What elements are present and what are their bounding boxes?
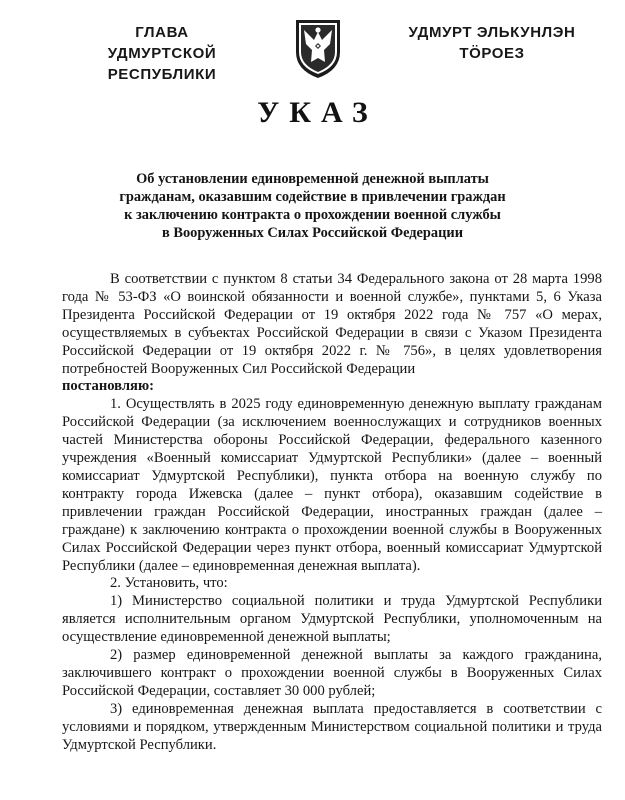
item-2-3-paragraph: 3) единовременная денежная выплата предоставляется в соответствии с условиями и порядком, утвержденным Министерством социальной политики и труда Удмуртской Республики. bbox=[62, 700, 602, 753]
letterhead-right-line2: ТÖРОЕЗ bbox=[459, 45, 525, 62]
subject-line-3: к заключению контракта о прохождении военной службы bbox=[124, 207, 501, 223]
subject-line-2: гражданам, оказавшим содействие в привлечении граждан bbox=[119, 189, 506, 205]
document-title: УКАЗ bbox=[257, 96, 378, 129]
letterhead-right-line1: УДМУРТ ЭЛЬКУНЛЭН bbox=[408, 24, 576, 41]
item-2-1-paragraph: 1) Министерство социальной политики и труда Удмуртской Республики является исполнительным органом Удмуртской Республики, уполномоченным на осуществление единовременной денежной выплаты; bbox=[62, 593, 602, 646]
subject-line-4: в Вооруженных Силах Российской Федерации bbox=[161, 225, 464, 241]
subject-line-1: Об установлении единовременной денежной выплаты bbox=[136, 171, 489, 187]
preamble-paragraph: В соответствии с пунктом 8 статьи 34 Федерального закона от 28 марта 1998 года № 53-ФЗ «О воинской обязанности и военной службе», пунктами 5, 6 Указа Президента Российской Федерации от 19 октября 2022 года № 757 «О мерах, осуществляемых в субъектах Российской Федерации в связи с Указом Президента Российской Федерации от 19 октября 2022 г. № 756», в целях удовлетворения потребностей Вооруженных Сил Российской Федерации bbox=[62, 271, 602, 377]
letterhead-left-line1: ГЛАВА bbox=[135, 24, 189, 41]
udmurt-coat-of-arms-icon bbox=[294, 18, 342, 80]
item-2-paragraph: 2. Установить, что: bbox=[110, 575, 228, 592]
item-2-2-paragraph: 2) размер единовременной денежной выплаты за каждого гражданина, заключившего контракт о прохождении военной службы в Вооруженных Силах Российской Федерации, составляет 30 000 рублей; bbox=[62, 647, 602, 699]
letterhead-russian bbox=[62, 22, 262, 85]
document-subject bbox=[80, 170, 545, 242]
letterhead-left-line2: УДМУРТСКОЙ РЕСПУБЛИКИ bbox=[107, 45, 217, 83]
letterhead bbox=[0, 18, 625, 83]
item-1-paragraph: 1. Осуществлять в 2025 году единовременную денежную выплату гражданам Российской Федерации (за исключением военнослужащих и сотрудников военных частей Министерства обороны Российской Федерации, федерального казенного учреждения «Военный комиссариат Удмуртской Республики» (далее – военный комиссариат Удмуртской Республики), пункта отбора на военную службу по контракту города Ижевска (далее – пункт отбора), оказавшим содействие в привлечении граждан Российской Федерации, иностранных граждан (далее – граждане) к заключению контракта о прохождении военной службы в Вооруженных Силах Российской Федерации через пункт отбора, военный комиссариат Удмуртской Республики (далее – единовременная денежная выплата). bbox=[62, 396, 602, 574]
document-body bbox=[62, 271, 602, 754]
decree-word: постановляю: bbox=[62, 378, 154, 395]
letterhead-udmurt bbox=[392, 22, 592, 64]
